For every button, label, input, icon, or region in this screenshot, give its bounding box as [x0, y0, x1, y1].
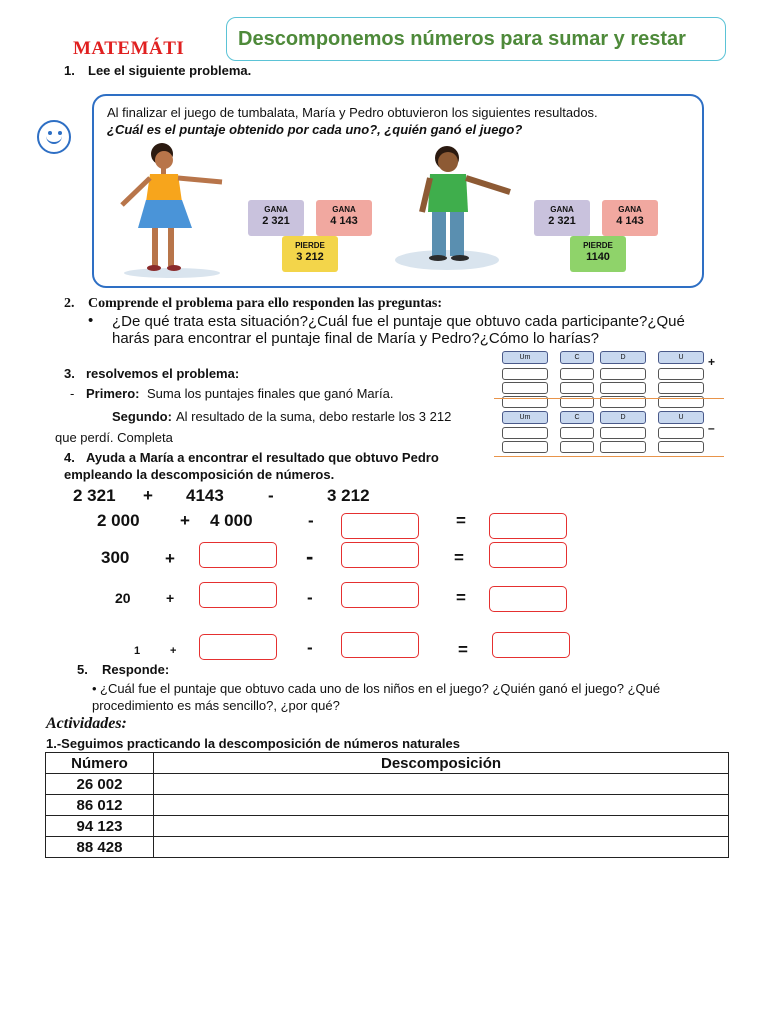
second-text: Al resultado de la suma, debo restarle los 3 212 [176, 409, 452, 424]
grid-cell-input[interactable] [560, 368, 594, 380]
eq-addend-a: 2 321 [73, 486, 116, 505]
page-title: Descomponemos números para sumar y restar [238, 28, 686, 50]
decomposition-table [45, 752, 729, 858]
step2-bullet: • [88, 312, 94, 329]
maria-card-gana-1: GANA 2 321 [248, 200, 304, 236]
grid-cell-input[interactable] [502, 368, 548, 380]
row2-addend-input[interactable] [199, 542, 277, 568]
table-cell-number: 88 428 [46, 837, 154, 858]
row1-result-input[interactable] [489, 513, 567, 539]
subject-heading: MATEMÁTI [73, 38, 185, 59]
table-row [46, 837, 729, 858]
row2-result-input[interactable] [489, 542, 567, 568]
maria-card-pierde: PIERDE 3 212 [282, 236, 338, 272]
row3-minus: - [307, 588, 313, 607]
grid-sum-line [494, 398, 724, 399]
problem-question: ¿Cuál es el puntaje obtenido por cada uno?, ¿quién ganó el juego? [107, 122, 523, 137]
row2-plus: + [165, 549, 175, 568]
pedro-card-gana-2: GANA 4 143 [602, 200, 658, 236]
grid-minus-sign: – [708, 421, 715, 435]
activities-title: Actividades: [46, 715, 127, 732]
grid-cell-input[interactable] [658, 382, 704, 394]
row3-addend-input[interactable] [199, 582, 277, 608]
grid-cell-input[interactable] [560, 382, 594, 394]
grid-header-u: U [658, 411, 704, 424]
row1-thousands: 2 000 [97, 511, 140, 530]
table-row [46, 795, 729, 816]
pedro-card-gana-1: GANA 2 321 [534, 200, 590, 236]
grid-cell-input[interactable] [600, 382, 646, 394]
grid-cell-input[interactable] [560, 441, 594, 453]
table-header-row [46, 753, 729, 774]
pedro-card-pierde: PIERDE 1140 [570, 236, 626, 272]
row1-equals: = [456, 511, 466, 530]
maria-card-gana-2: GANA 4 143 [316, 200, 372, 236]
step5-text: Responde: [102, 662, 170, 677]
activities-item: 1.-Seguimos practicando la descomposición de números naturales [46, 736, 460, 751]
header-number: Número [46, 753, 154, 774]
eq-minus: - [268, 486, 274, 505]
grid-plus-sign: + [708, 355, 716, 369]
step5-question-1: ¿Cuál fue el puntaje que obtuvo cada uno de los niños en el juego? ¿Quién ganó el juego? ¿Qué [100, 681, 661, 696]
grid-header-um: Um [502, 411, 548, 424]
row2-hundreds: 300 [101, 548, 130, 567]
grid-cell-input[interactable] [600, 427, 646, 439]
table-row [46, 774, 729, 795]
first-label: Primero: [86, 386, 140, 401]
grid-header-u: U [658, 351, 704, 364]
grid-cell-input[interactable] [600, 368, 646, 380]
row3-tens: 20 [115, 590, 131, 606]
grid-header-d: D [600, 351, 646, 364]
grid-header-um: Um [502, 351, 548, 364]
step3-text: resolvemos el problema: [86, 366, 240, 381]
grid-cell-input[interactable] [502, 427, 548, 439]
smiley-icon [37, 120, 71, 154]
row4-minus: - [307, 638, 313, 657]
eq-plus: + [143, 486, 153, 505]
pedro-illustration [392, 140, 532, 280]
row2-minus: - [306, 544, 314, 569]
step5-bullet: • [92, 681, 97, 696]
maria-illustration [112, 140, 262, 280]
step4-line1: Ayuda a María a encontrar el resultado que obtuvo Pedro [86, 450, 439, 465]
row1-subtrahend-input[interactable] [341, 513, 419, 539]
row3-subtrahend-input[interactable] [341, 582, 419, 608]
grid-header-c: C [560, 411, 594, 424]
step4-line2: empleando la descomposición de números. [64, 467, 335, 482]
row4-result-input[interactable] [492, 632, 570, 658]
table-cell-number: 86 012 [46, 795, 154, 816]
table-row [46, 816, 729, 837]
header-decomposition: Descomposición [154, 753, 729, 774]
step5-question-2: procedimiento es más sencillo?, ¿por qué? [92, 698, 340, 713]
grid-cell-input[interactable] [658, 441, 704, 453]
table-cell-decomposition[interactable] [154, 816, 729, 837]
table-cell-number: 26 002 [46, 774, 154, 795]
grid-cell-input[interactable] [600, 441, 646, 453]
step4-number: 4. [64, 450, 75, 465]
grid-header-d: D [600, 411, 646, 424]
first-text: Suma los puntajes finales que ganó María. [147, 386, 394, 401]
table-cell-decomposition[interactable] [154, 795, 729, 816]
problem-line1: Al finalizar el juego de tumbalata, María y Pedro obtuvieron los siguientes resultados. [107, 105, 598, 120]
step3-dash: - [70, 386, 75, 401]
step3-number: 3. [64, 366, 75, 381]
step2-question-2: harás para encontrar el puntaje final de María y Pedro?¿Cómo lo harías? [112, 330, 599, 347]
row1-thousands-b: 4 000 [210, 511, 253, 530]
step1-text: Lee el siguiente problema. [88, 63, 252, 78]
grid-cell-input[interactable] [502, 382, 548, 394]
eq-subtrahend: 3 212 [327, 486, 370, 505]
row2-equals: = [454, 548, 464, 567]
step1-number: 1. [64, 63, 75, 78]
step2-question-1: ¿De qué trata esta situación?¿Cuál fue el puntaje que obtuvo cada participante?¿Qué [112, 313, 685, 330]
table-cell-decomposition[interactable] [154, 837, 729, 858]
step5-number: 5. [77, 662, 88, 677]
grid-cell-input[interactable] [502, 441, 548, 453]
grid-header-c: C [560, 351, 594, 364]
second-continuation: que perdí. Completa [55, 430, 173, 445]
row4-units: 1 [134, 645, 141, 657]
row1-plus: + [180, 511, 190, 530]
row2-subtrahend-input[interactable] [341, 542, 419, 568]
row4-subtrahend-input[interactable] [341, 632, 419, 658]
row4-addend-input[interactable] [199, 634, 277, 660]
row3-result-input[interactable] [489, 586, 567, 612]
grid-cell-input[interactable] [658, 427, 704, 439]
row4-plus: + [170, 645, 177, 657]
row4-equals: = [458, 640, 468, 659]
grid-sum-line [494, 456, 724, 457]
step2-number: 2. [64, 296, 75, 311]
grid-cell-input[interactable] [658, 368, 704, 380]
row3-equals: = [456, 588, 466, 607]
second-label: Segundo: [112, 409, 172, 424]
row3-plus: + [166, 590, 175, 606]
grid-cell-input[interactable] [560, 427, 594, 439]
eq-addend-b: 4143 [186, 486, 224, 505]
table-cell-decomposition[interactable] [154, 774, 729, 795]
step2-text: Comprende el problema para ello responden las preguntas: [88, 296, 443, 311]
row1-minus: - [308, 511, 314, 530]
table-cell-number: 94 123 [46, 816, 154, 837]
